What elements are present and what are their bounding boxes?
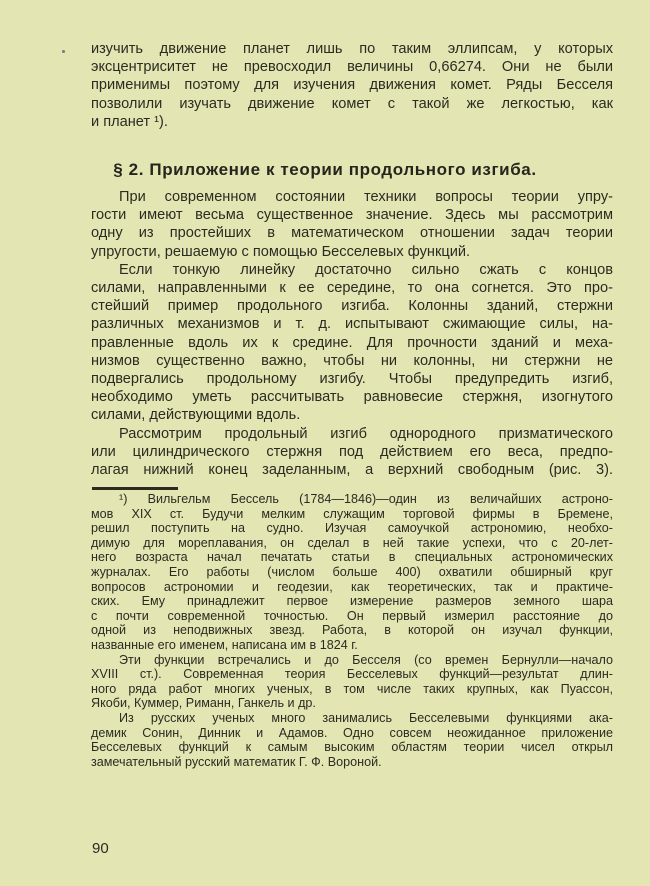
body-text <box>91 188 613 479</box>
text-line: гости имеют весьма существенное значение. Здесь мы рассмотрим <box>91 207 613 224</box>
text-line: применимы поэтому для изучения движения комет. Ряды Бесселя <box>91 77 613 94</box>
text-line: мов XIX ст. Будучи мелким служащим торговой фирмы в Бремене, <box>91 506 613 521</box>
text-line: димую для мореплавания, он сделал в ней такие успехи, что с 20-лет- <box>91 535 613 550</box>
text-line: ного ряда работ многих ученых, в том числе таких крупных, как Пуассон, <box>91 681 613 696</box>
footnote <box>91 492 613 769</box>
text-line: решил поступить на судно. Изучая самоучкой астрономию, необхо- <box>91 521 613 536</box>
text-line: необходимо уметь рассчитывать равновесие стержня, изогнутого <box>91 389 613 406</box>
text-line: него возраста начал печатать статьи в специальных астрономических <box>91 550 613 565</box>
text-line: вопросов астрономии и геодезии, как теоретических, так и практиче- <box>91 579 613 594</box>
text-line: журналах. Его работы (числом больше 400) охватили обширный круг <box>91 564 613 579</box>
text-line: или цилиндрического стержня под действием его веса, предпо- <box>91 443 613 460</box>
text-line: названные его именем, написана им в 1824 г. <box>91 637 358 652</box>
text-line: демик Сонин, Динник и Адамов. Одно совсем неожиданное приложение <box>91 725 613 740</box>
page-number: 90 <box>92 840 109 857</box>
text-line: силами, действующими вдоль. <box>91 407 301 424</box>
text-line: стейший пример продольного изгиба. Колонны зданий, стержни <box>91 298 613 315</box>
text-line: ¹) Вильгельм Бессель (1784—1846)—один из величайших астроно- <box>119 492 613 506</box>
text-line: XVIII ст.). Современная теория Бесселевых функций—результат длин- <box>91 667 613 682</box>
section-heading: § 2. Приложение к теории продольного изгиба. <box>113 160 537 179</box>
text-line: с почти современной точностью. Он первый измерил расстояние до <box>91 608 613 623</box>
text-line: лагая нижний конец заделанным, а верхний свободным (рис. 3). <box>91 462 613 479</box>
text-line: Якоби, Куммер, Риманн, Ганкель и др. <box>91 696 316 711</box>
text-line: ских. Ему принадлежит первое измерение размеров земного шара <box>91 594 613 609</box>
text-line: упругости, решаемую с помощью Бесселевых функций. <box>91 243 471 260</box>
text-line: Из русских ученых много занимались Бесселевыми функциями ака- <box>119 710 613 725</box>
text-line: изучить движение планет лишь по таким эллипсам, у которых <box>91 41 613 57</box>
top-paragraph <box>91 40 613 131</box>
text-line: различных механизмов и т. д. испытывают сжимающие силы, на- <box>91 316 613 333</box>
text-line: правленные вдоль их к средине. Для прочности зданий и меха- <box>91 334 613 351</box>
text-line: одну из простейших в математическом отношении задач теории <box>91 225 613 242</box>
scan-speck <box>62 50 65 53</box>
text-line: и планет ¹). <box>91 113 168 130</box>
text-line: Эти функции встречались и до Бесселя (со времен Бернулли—начало <box>119 652 613 667</box>
text-line: одной из неподвижных звезд. Работа, в которой он изучал функции, <box>91 623 613 638</box>
text-line: позволили изучать движение комет с такой же легкостью, как <box>91 95 613 112</box>
footnote-rule <box>92 487 178 490</box>
text-line: эксцентриситет не превосходил величины 0,66274. Они не были <box>91 59 613 76</box>
text-line: При современном состоянии техники вопросы теории упру- <box>119 189 613 205</box>
text-line: подвергались продольному изгибу. Чтобы предупредить изгиб, <box>91 371 613 388</box>
text-line: Если тонкую линейку достаточно сильно сжать с концов <box>119 261 613 278</box>
text-line: Рассмотрим продольный изгиб однородного призматического <box>119 425 613 442</box>
text-line: силами, направленными к ее середине, то она согнется. Это про- <box>91 280 613 297</box>
text-line: Бесселевых функций к самым высоким областям теории чисел открыл <box>91 740 613 755</box>
text-line: низмов существенно важно, чтобы ни колонны, ни стержни не <box>91 352 613 369</box>
text-line: замечательный русский математик Г. Ф. Вороной. <box>91 754 382 769</box>
